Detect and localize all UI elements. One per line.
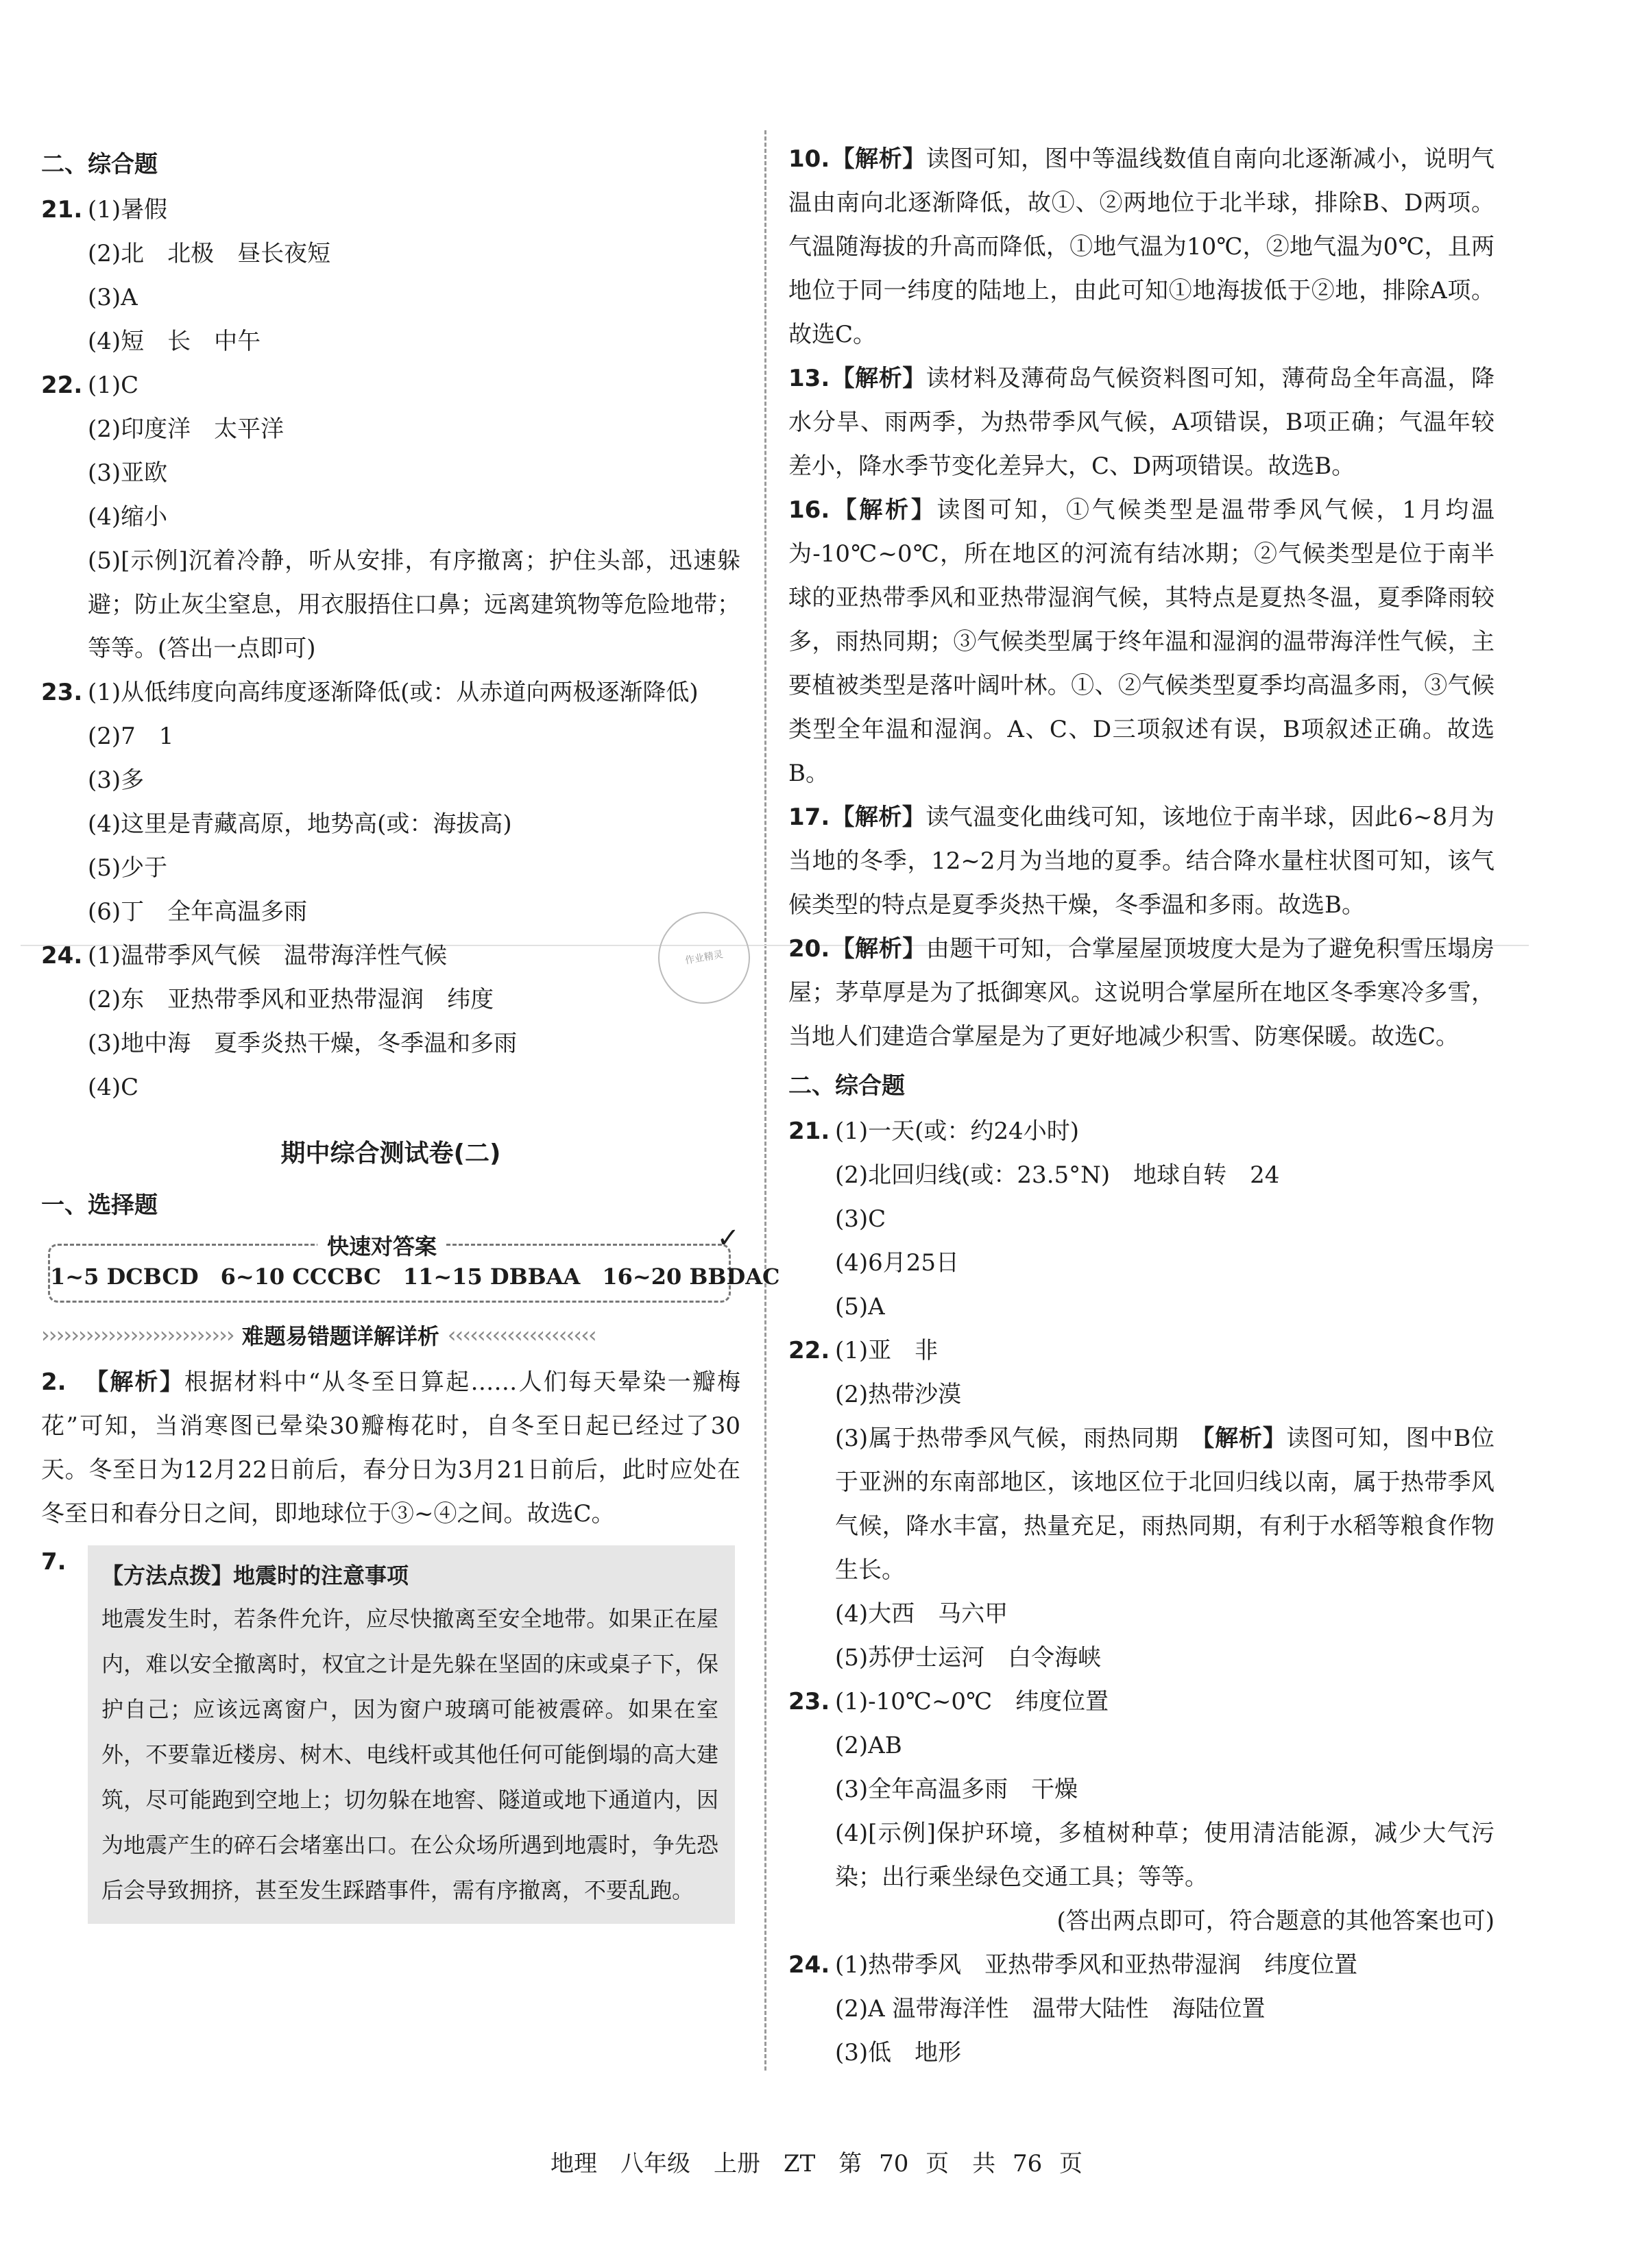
answer-line: (5)少于 — [88, 854, 168, 882]
question-13-explanation — [788, 357, 1495, 488]
answer-line: (3)全年高温多雨 干燥 — [835, 1776, 1078, 1803]
question-10-explanation — [788, 137, 1495, 357]
quick-answers: 1~5 DCBCD 6~10 CCCBC 11~15 DBBAA 16~20 BBDAC — [50, 1264, 780, 1290]
analysis-text: 读图可知，图中B位于亚洲的东南部地区，该地区位于北回归线以南，属于热带季风气候，降水丰富，热量充足，雨热同期，有利于水稻等粮食作物生长。 — [835, 1425, 1495, 1584]
question-number: 22. — [41, 372, 83, 399]
arrows-left-icon: ‹‹‹‹‹‹‹‹‹‹‹‹‹‹‹‹‹‹‹‹ — [447, 1322, 596, 1348]
column-divider — [764, 130, 766, 2071]
analysis-text: 根据材料中“从冬至日算起……人们每天晕染一瓣梅花”可知，当消寒图已晕染30瓣梅花时，自冬至日起已经过了30天。冬至日为12月22日前后，春分日为3月21日前后，此时应处在冬至日和春分日之间，即地球位于③~④之间。故选C。 — [41, 1368, 740, 1528]
answer-line: (2)A 温带海洋性 温带大陆性 海陆位置 — [835, 1995, 1266, 2023]
answer-line: (4)6月25日 — [835, 1249, 960, 1277]
answer-line: (3)亚欧 — [88, 459, 168, 487]
answer-line: (4)大西 马六甲 — [835, 1600, 1008, 1628]
example-tag: (5)[示例] — [88, 547, 188, 575]
question-21 — [41, 188, 740, 363]
example-tag: (4)[示例] — [835, 1820, 936, 1847]
question-24 — [41, 934, 740, 1109]
quick-answer-box — [48, 1222, 780, 1303]
question-22 — [41, 363, 740, 671]
question-16-explanation — [788, 488, 1495, 795]
section-heading-comprehensive: 二、综合题 — [788, 1072, 905, 1100]
left-column — [41, 137, 780, 1924]
hard-question-banner — [41, 1319, 740, 1351]
answer-text: (3)属于热带季风气候，雨热同期 — [835, 1425, 1203, 1452]
question-number: 21. — [41, 196, 83, 224]
hard-banner-title: 难题易错题详解详析 — [241, 1323, 439, 1349]
answer-line: (2)热带沙漠 — [835, 1381, 962, 1408]
question-number: 23. — [41, 679, 83, 706]
analysis-tag: 【解析】 — [831, 145, 926, 173]
answer-line: (1)温带季风气候 温带海洋性气候 — [88, 942, 448, 969]
exam-title: 期中综合测试卷(二) — [280, 1139, 501, 1168]
question-23 — [788, 1680, 1495, 1943]
analysis-text: 读气温变化曲线可知，该地位于南半球，因此6~8月为当地的冬季，12~2月为当地的夏季。结合降水量柱状图可知，该气候类型的特点是夏季炎热干燥，冬季温和多雨。故选B。 — [788, 804, 1495, 919]
answer-line: (1)-10℃~0℃ 纬度位置 — [835, 1688, 1109, 1715]
answer-line: (2)印度洋 太平洋 — [88, 415, 285, 443]
answer-line: (5)A — [835, 1293, 885, 1320]
question-number: 24. — [788, 1951, 830, 1979]
answer-line: (6)丁 全年高温多雨 — [88, 898, 308, 926]
answer-line: (3)C — [835, 1205, 886, 1233]
answer-line: (4)缩小 — [88, 503, 168, 531]
question-number: 17. — [788, 804, 830, 831]
question-21 — [788, 1109, 1495, 1329]
analysis-tag: 【解析】 — [831, 365, 926, 392]
stamp-text: 作业精灵 — [684, 949, 724, 967]
analysis-tag: 【解析】 — [831, 496, 937, 524]
analysis-text: 读图可知，图中等温线数值自南向北逐渐减小，说明气温由南向北逐渐降低，故①、②两地位于北半球，排除B、D两项。气温随海拔的升高而降低，①地气温为10℃，②地气温为0℃，且两地位于同一纬度的陆地上，由此可知①地海拔低于②地，排除A项。故选C。 — [788, 145, 1495, 348]
method-tip-heading: 【方法点拨】地震时的注意事项 — [101, 1563, 409, 1589]
method-tip-box — [88, 1545, 735, 1924]
question-7 — [41, 1545, 740, 1924]
answer-line: (2)7 1 — [88, 723, 174, 750]
answer-line: (4)短 长 中午 — [88, 328, 261, 355]
analysis-text: 读材料及薄荷岛气候资料图可知，薄荷岛全年高温，降水分旱、雨两季，为热带季风气候，A项错误，B项正确；气温年较差小，降水季节变化差异大，C、D两项错误。故选B。 — [788, 365, 1495, 480]
question-17-explanation — [788, 795, 1495, 927]
answer-line: (1)C — [88, 372, 139, 399]
question-number: 2. — [41, 1368, 66, 1396]
arrows-right-icon: ›››››››››››››››››››››››››› — [41, 1322, 234, 1348]
answer-line: (5)苏伊士运河 白令海峡 — [835, 1644, 1102, 1672]
analysis-tag: 【解析】 — [831, 935, 926, 963]
right-column — [788, 137, 1495, 2075]
analysis-tag: 【解析】 — [1202, 1425, 1287, 1452]
question-number: 23. — [788, 1688, 830, 1715]
question-number: 10. — [788, 145, 830, 173]
method-tip-text: 地震发生时，若条件允许，应尽快撤离至安全地带。如果正在屋内，难以安全撤离时，权宜之计是先躲在坚固的床或桌子下，保护自己；应该远离窗户，因为窗户玻璃可能被震碎。如果在室外，不要靠近楼房、树木、电线杆或其他任何可能倒塌的高大建筑，尽可能跑到空地上；切勿躲在地窖、隧道或地下通道内，因为地震产生的碎石会堵塞出口。在公众场所遇到地震时，争先恐后会导致拥挤，甚至发生踩踏事件，需有序撤离，不要乱跑。 — [101, 1606, 718, 1903]
answer-line: (1)从低纬度向高纬度逐渐降低(或：从赤道向两极逐渐降低) — [88, 679, 699, 706]
quick-answer-title: 快速对答案 — [317, 1229, 446, 1261]
answer-paragraph — [788, 1811, 1495, 1899]
checkmark-icon: ✓ — [716, 1222, 740, 1254]
example-text: 保护环境，多植树种草；使用清洁能源，减少大气污染；出行乘坐绿色交通工具；等等。 — [835, 1820, 1495, 1891]
answer-note: (答出两点即可，符合题意的其他答案也可) — [1056, 1907, 1495, 1935]
answer-line: (2)北 北极 昼长夜短 — [88, 240, 331, 267]
section-heading-choice: 一、选择题 — [41, 1192, 158, 1219]
question-20-explanation — [788, 927, 1495, 1059]
answer-line: (1)暑假 — [88, 196, 168, 224]
page-footer: 地理 八年级 上册 ZT 第 70 页 共 76 页 — [550, 2150, 1083, 2177]
answer-paragraph — [788, 1416, 1495, 1592]
question-number: 16. — [788, 496, 830, 524]
example-text: 沉着冷静，听从安排，有序撤离；护住头部，迅速躲避；防止灰尘窒息，用衣服捂住口鼻；远离建筑物等危险地带；等等。(答出一点即可) — [88, 547, 740, 662]
answer-line: (3)低 地形 — [835, 2039, 962, 2066]
answer-line: (2)东 亚热带季风和亚热带湿润 纬度 — [88, 986, 494, 1013]
question-2-explanation — [41, 1360, 740, 1536]
answer-line: (4)这里是青藏高原，地势高(或：海拔高) — [88, 810, 512, 838]
question-number: 21. — [788, 1118, 830, 1145]
answer-line: (2)北回归线(或：23.5°N) 地球自转 24 — [835, 1161, 1280, 1189]
answer-line: (3)地中海 夏季炎热干燥，冬季温和多雨 — [88, 1030, 518, 1057]
answer-line: (1)亚 非 — [835, 1337, 939, 1364]
answer-line: (1)热带季风 亚热带季风和亚热带湿润 纬度位置 — [835, 1951, 1358, 1979]
question-22 — [788, 1329, 1495, 1680]
analysis-tag: 【解析】 — [84, 1368, 184, 1396]
answer-line: (4)C — [88, 1074, 139, 1101]
question-number: 13. — [788, 365, 830, 392]
question-24 — [788, 1943, 1495, 2075]
analysis-text: 由题干可知，合掌屋屋顶坡度大是为了避免积雪压塌房屋；茅草厚是为了抵御寒风。这说明合掌屋所在地区冬季寒冷多雪，当地人们建造合掌屋是为了更好地减少积雪、防寒保暖。故选C。 — [788, 935, 1495, 1050]
analysis-tag: 【解析】 — [831, 804, 926, 831]
analysis-text: 读图可知，①气候类型是温带季风气候，1月均温为-10℃~0℃，所在地区的河流有结冰期；②气候类型是位于南半球的亚热带季风和亚热带湿润气候，其特点是夏热冬温，夏季降雨较多，雨热同期；③气候类型属于终年温和湿润的温带海洋性气候，主要植被类型是落叶阔叶林。①、②气候类型夏季均高温多雨，③气候类型全年温和湿润。A、C、D三项叙述有误，B项叙述正确。故选B。 — [788, 496, 1495, 787]
answer-line: (2)AB — [835, 1732, 902, 1759]
question-number: 20. — [788, 935, 830, 963]
answer-line: (3)多 — [88, 767, 145, 794]
section-heading-comprehensive: 二、综合题 — [41, 151, 158, 178]
question-number: 24. — [41, 942, 83, 969]
answer-paragraph — [41, 539, 740, 671]
answer-line: (3)A — [88, 284, 138, 311]
question-23 — [41, 671, 740, 934]
answer-line: (1)一天(或：约24小时) — [835, 1118, 1079, 1145]
question-number: 22. — [788, 1337, 830, 1364]
question-number: 7. — [41, 1548, 66, 1576]
